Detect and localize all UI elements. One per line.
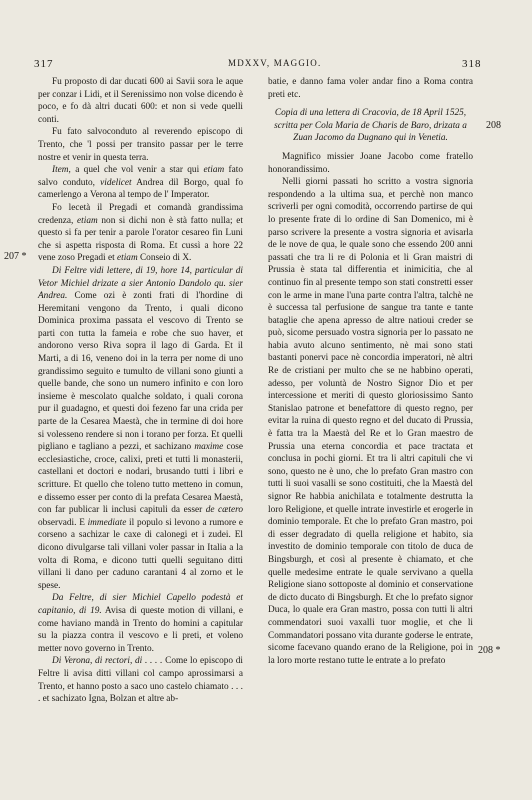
right-column [268,76,473,667]
paragraph: Di Feltre vidi lettere, di 19, hore 14, particular di Vetor Michiel drizate a sier Antonio Dandolo qu. sier Andrea. Come ozi è zonti frati di l'hordine di Heremitani vengono da Trento, i quali dicono Dominica proxima passata el vescovo di Trento se parti con tutta la fameia e robe che suo haver, et andorono verso Riva sopra il lago di Garda. Et il Marti, a di 16, veneno doi in la terra per nome di uno grandissimo seguito e tumulto de villani sono giunti a quelle bande, che sono un numero infinito e con loro insieme è mescolato qualche soldato, i quali corona pur il guadagno, et questi doi fezeno far una crida per parte de la Cesarea Maestà, che in termine di doi hore si volesseno rendere si non i torano per forza. Et quelli pigliano e tagliano a pezzi, et sachizano maxime cose ecclesiastiche, croce, calixi, preti et tutti li monasterii, castellani et doctori e nodari, brusando tutti i libri e scritture. Et quello che toleno tutto metteno in comun, e dissemo esser per conto di la prefata Cesarea Maestà, con far publicar li inclusi capituli da esser de cætero observadi. E immediate il populo si levono a rumore e corseno a sachizar le caxe di calonegi et i zudei. El dicono divulgarse tali villani voler passar in Italia a la volta di Roma, e dicono tutti quelli seguitano ditti villani li dano per caduno carantani 4 al zorno et le spese. [38,265,243,591]
paragraph: Magnifico missier Joane Jacobo come fratello honorandissimo. [268,151,473,175]
paragraph: Fu proposto di dar ducati 600 ai Savii sora le aque per conzar i Lidi, et il Serenissimo non volse dicendo è poco, e fo dà altri ducati 600: et non si vede quelli conti. [38,77,243,125]
paragraph: Fu fato salvoconduto al reverendo episcopo di Trento, che 'l possi per transito passar per le terre nostre et venir in questa terra. [38,127,243,163]
left-page-number: 317 [34,58,54,70]
right-page-number: 318 [462,58,482,70]
paragraph: Di Verona, di rectori, di . . . . Come lo episcopo di Feltre li avisa ditti villani col campo aprossimarsi a Trento, et hanno posto a saco uno castelo chiamato . . . . et sachizato Igna, Bolzan et altre ab- [38,656,243,705]
paragraph: batie, e danno fama voler andar fino a Roma contra preti etc. [268,77,473,100]
left-column [38,76,243,706]
paragraph: Da Feltre, di sier Michiel Capello podestà et capitanio, di 19. Avisa di queste motion di villani, e come haviano mandà in Trento do homini a capitular su la piazza contra il vescovo e li preti, et voleno metter novo governo in Trento. [38,593,243,654]
running-header: MDXXV, MAGGIO. [228,58,322,68]
letter-title: Copia di una lettera di Cracovia, de 18 April 1525, scritta per Cola Maria de Charis de Baro, drizata a Zuan Jacomo da Dugnano qui in Venetia. [274,108,467,144]
margin-number-right-top: 208 [486,120,501,131]
margin-number-left: 207 * [4,251,27,262]
paragraph: Item, a quel che vol venir a star qui etiam fato salvo conduto, videlicet Andrea dil Borgo, qual fo camerlengo a Verona al tempo de l' Imperator. [38,165,243,201]
paragraph: Nelli giorni passati ho scritto a vostra signoria respondendo a la ultima sua, et perchè non manco scriverli per ogni comodità, occorrendo partirse de qui lo presente frate di lo ordine di San Domenico, mi è parso scrivere la presente a vostra signoria et avisarla de le nove de qua, le quale sono che essendo 200 anni passati che tra li re di Polonia et li Gran maistri di Prussia è stata tal differentia et inimicitia, che al continuo fin al presente tempo son stati constretti esser con le arme in mane l'una parte contra l'altra, talchè ne è successa tal perfusione de sangue tra tante e tante bataglie che apena apresso de altre natioui creder se può, sicome persuado vostra signoria per lo passato ne habia avuto alcuno sentimento, nè mai sono stati bastanti ponervi pace nè concordia imperatori, nè altri Re de cristiani per multo che se ne habbino operati, adesso, per voluntà de Nostro Signor Dio et per intercessione et meriti di questo gloriosissimo Santo Stanislao patrone et benefattore di questo regno, per evitar la ruina di questo regno et del ducato di Prussia, è fatta tra la Maestà del Re et lo Gran maestro de Prussia una eterna concordia et pace tractata et conclusa in pochi giorni. Et tra li altri capituli che vi sono, questo ne è uno, che lo prefato Gran mastro con tutti li suoi vasalli se sono costituiti, che la Maestà del signor Re habbia anichilata e totalmente destrutta la loro Religione, et quelle intrate investirle et erogerle in dominio temporale. Et che lo prefato Gran mastro, poi di esser degradato di quella religione et habito, sia investito de dominio temporale con titolo de duca de Bingsburgh, et così al presente è chiamato, et che quelle medesime entrate le quale servivano a quella Religione siano sottoposte al dominio et conservatione de dicto ducato di Bingsburgh. Et che lo prefato signor Duca, lo quale era Gran mastro, possa con tutti li altri commendatori suoi vaxalli tuor moglie, et che li Commandatori possano vita durante goderse le entrate, sicome facevano quando erano de la Religione, poi in la loro morte restano tutte le entrate a lo prefato [268,177,473,666]
margin-number-right-bottom: 208 * [478,645,501,656]
paragraph: Fo lecetà il Pregadi et comandà grandissima credenza, etiam non si dichi non è stà fatto nulla; et questo si fa per tenir a parole l'orator cesareo fin Luni che si aspetta risposta di Roma. Et cussì a hore 22 vene zoso Pregadi et etiam Conseio di X. [38,202,243,264]
